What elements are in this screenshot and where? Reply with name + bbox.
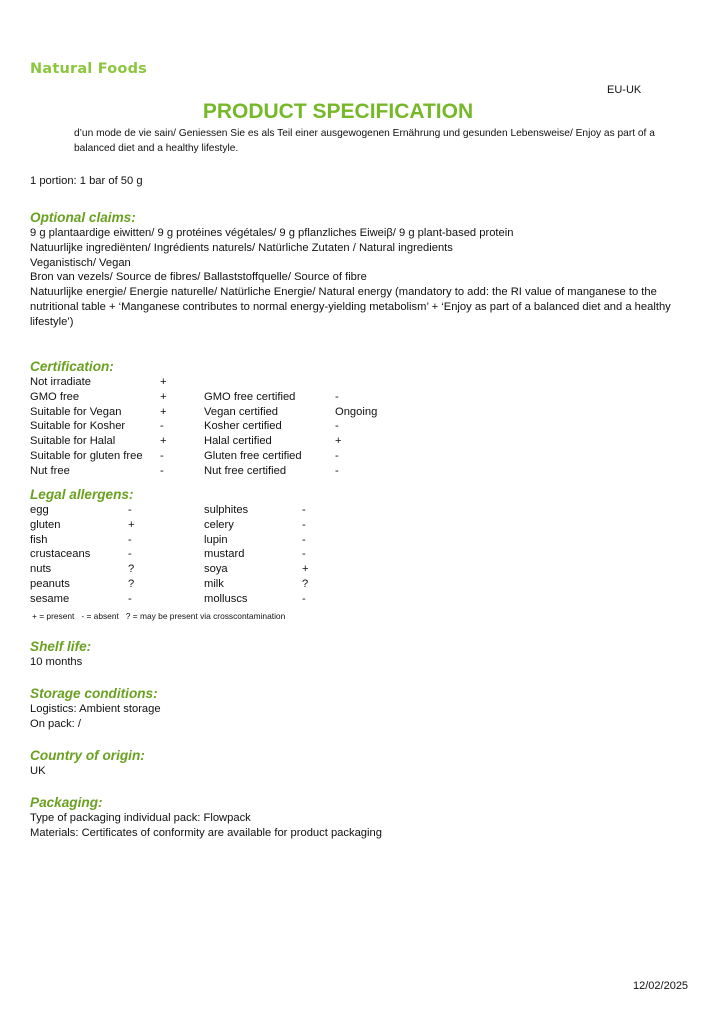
allergen-name: celery xyxy=(204,518,234,531)
claim-line: 9 g plantaardige eiwitten/ 9 g protéines végétales/ 9 g pflanzliches Eiweiβ/ 9 g plant-based protein xyxy=(30,227,514,239)
table-row xyxy=(30,390,680,405)
cert-certified-label: Kosher certified xyxy=(204,420,282,433)
allergen-name: crustaceans xyxy=(30,548,91,561)
table-row xyxy=(30,503,680,518)
intro-text: d’un mode de vie sain/ Geniessen Sie es als Teil einer ausgewogenen Ernährung und gesunden Lebensweise/ Enjoy as part of a balanced diet and a healthy lifestyle. xyxy=(74,128,655,154)
allergen-name: soya xyxy=(204,563,228,576)
optional-claims-list xyxy=(30,226,680,330)
cert-status: + xyxy=(160,390,167,403)
cert-status: - xyxy=(160,449,164,462)
shelf-life-value: 10 months xyxy=(30,656,83,668)
cert-label: Not irradiate xyxy=(30,376,91,388)
table-row xyxy=(30,419,680,434)
origin-value: UK xyxy=(30,765,46,777)
shelf-life-heading: Shelf life: xyxy=(30,639,92,654)
cert-certified-status: + xyxy=(335,435,342,448)
cert-label: Nut free xyxy=(30,464,70,477)
allergen-name: fish xyxy=(30,533,48,546)
cert-certified-status: - xyxy=(335,449,339,462)
allergen-status: - xyxy=(302,533,306,546)
cert-certified-label: Nut free certified xyxy=(204,464,287,477)
packaging-heading: Packaging: xyxy=(30,795,103,810)
storage-list xyxy=(30,702,680,732)
cert-certified-status: - xyxy=(335,420,339,433)
cert-label: Suitable for Kosher xyxy=(30,420,126,433)
allergen-name: peanuts xyxy=(30,577,70,590)
storage-heading: Storage conditions: xyxy=(30,686,158,701)
claim-line: Bron van vezels/ Source de fibres/ Ballaststoffquelle/ Source of fibre xyxy=(30,271,367,284)
packaging-line: Materials: Certificates of conformity are available for product packaging xyxy=(30,826,382,839)
cert-label: Suitable for Halal xyxy=(30,435,116,448)
table-row xyxy=(30,518,680,533)
allergen-legend: + = present - = absent ? = may be present via crosscontamination xyxy=(32,611,286,621)
claim-line: Veganistisch/ Vegan xyxy=(30,256,131,269)
allergen-status: + xyxy=(302,563,309,576)
allergen-name: lupin xyxy=(204,533,228,546)
cert-certified-label: GMO free certified xyxy=(204,390,296,403)
cert-status: + xyxy=(160,435,167,448)
cert-label: GMO free xyxy=(30,390,80,403)
cert-certified-label: Halal certified xyxy=(204,435,272,448)
table-row xyxy=(30,533,680,548)
document-date: 12/02/2025 xyxy=(633,980,689,992)
cert-label: Suitable for gluten free xyxy=(30,449,143,462)
optional-claims-heading: Optional claims: xyxy=(30,210,136,225)
table-row xyxy=(30,577,680,592)
certification-heading: Certification: xyxy=(30,359,114,374)
packaging-line: Type of packaging individual pack: Flowpack xyxy=(30,812,251,824)
allergen-status: - xyxy=(302,592,306,605)
allergen-status: - xyxy=(302,548,306,561)
allergen-status: - xyxy=(302,504,306,516)
cert-certified-label: Gluten free certified xyxy=(204,449,302,462)
table-row xyxy=(30,449,680,464)
allergen-name: mustard xyxy=(204,548,245,561)
cert-status: - xyxy=(160,464,164,477)
storage-line: Logistics: Ambient storage xyxy=(30,703,161,715)
region-code: EU-UK xyxy=(607,84,642,96)
cert-label: Suitable for Vegan xyxy=(30,405,122,418)
cert-status: + xyxy=(160,376,167,388)
packaging-list xyxy=(30,811,680,841)
cert-certified-status: - xyxy=(335,464,339,477)
cert-status: + xyxy=(160,405,167,418)
allergen-name: sesame xyxy=(30,592,70,605)
allergen-status: - xyxy=(128,592,132,605)
origin-heading: Country of origin: xyxy=(30,748,145,763)
cert-status: - xyxy=(160,420,164,433)
table-row xyxy=(30,434,680,449)
portion-size: 1 portion: 1 bar of 50 g xyxy=(30,175,143,187)
allergen-name: nuts xyxy=(30,563,52,576)
allergens-table xyxy=(30,503,680,607)
storage-line: On pack: / xyxy=(30,717,81,730)
allergen-name: gluten xyxy=(30,518,61,531)
table-row xyxy=(30,592,680,607)
allergen-status: + xyxy=(128,518,135,531)
allergen-status: ? xyxy=(128,577,135,590)
table-row xyxy=(30,562,680,577)
table-row xyxy=(30,464,680,479)
claim-line: Natuurlijke ingrediënten/ Ingrédients naturels/ Natürliche Zutaten / Natural ingredients xyxy=(30,241,453,254)
page-title: PRODUCT SPECIFICATION xyxy=(202,100,474,123)
cert-certified-status: - xyxy=(335,390,339,403)
table-row xyxy=(30,375,680,390)
allergen-status: ? xyxy=(302,577,309,590)
claim-line: Natuurlijke energie/ Energie naturelle/ Natürliche Energie/ Natural energy (mandatory to add: the RI value of manganese to the nutritional table + ‘Manganese contributes to normal energy-yielding metabolism’ + ‘Enjoy as part of a balanced diet and a healthy lifestyle’) xyxy=(30,286,671,328)
allergen-status: - xyxy=(128,504,132,516)
certification-table xyxy=(30,375,680,479)
allergen-name: molluscs xyxy=(204,592,248,605)
allergen-status: ? xyxy=(128,563,135,576)
allergen-status: - xyxy=(302,518,306,531)
table-row xyxy=(30,547,680,562)
allergen-status: - xyxy=(128,548,132,561)
cert-certified-status: Ongoing xyxy=(335,405,378,418)
allergen-status: - xyxy=(128,533,132,546)
table-row xyxy=(30,405,680,420)
allergen-name: milk xyxy=(204,577,224,590)
cert-certified-label: Vegan certified xyxy=(204,405,279,418)
allergen-name: egg xyxy=(30,504,49,516)
allergens-heading: Legal allergens: xyxy=(30,487,134,502)
allergen-name: sulphites xyxy=(204,504,249,516)
brand-logo: Natural Foods xyxy=(30,61,147,77)
